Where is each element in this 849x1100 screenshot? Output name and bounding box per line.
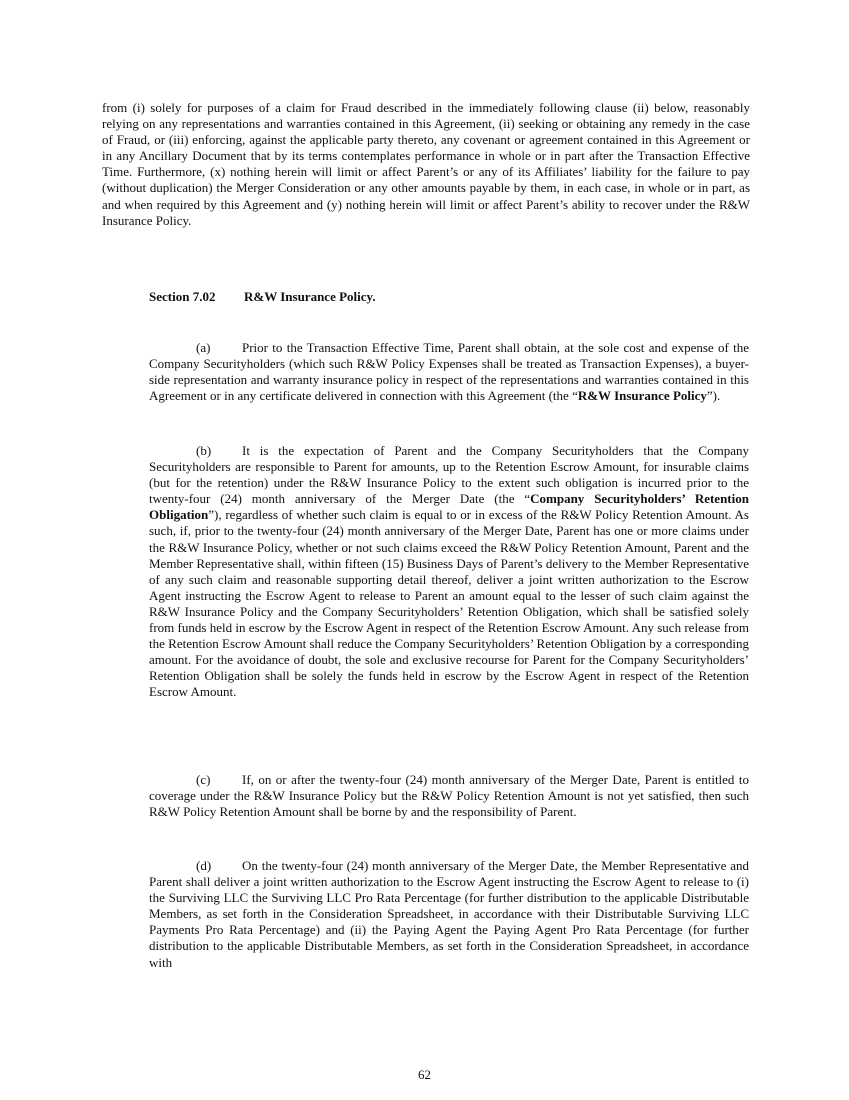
defined-term: Company Securityholders’ Retention Obligation [149,491,749,523]
page-number: 62 [418,1067,431,1082]
subsection-text: ”), regardless of whether such claim is equal to or in excess of the R&W Policy Retention Amount. As such, if, prior to the twenty-four (24) month anniversary of the Merger Date, Parent has one or more claims under the R&W Insurance Policy, whether or not such claims exceed the R&W Policy Retention Amount, Parent and the Member Representative shall, within fifteen (15) Business Days of Parent’s delivery to the Member Representative of any such claim and reasonable supporting detail thereof, deliver a joint written authorization to the Escrow Agent instructing the Escrow Agent to release to Parent an amount equal to the lesser of such claim against the R&W Insurance Policy and the Company Securityholders’ Retention Obligation, which shall be satisfied solely from funds held in escrow by the Escrow Agent in respect of the Retention Escrow Amount. Any such release from the Retention Escrow Amount shall reduce the Company Securityholders’ Retention Obligation by a corresponding amount. For the avoidance of doubt, the sole and exclusive recourse for Parent for the Company Securityholders’ Retention Obligation shall be solely the funds held in escrow by the Escrow Agent in respect of the Retention Escrow Amount. [149,507,749,700]
subsection-label: (c) [196,772,211,787]
subsection-text: It is the expectation of Parent and the Company Securityholders that the Company Securityholders are responsible to Parent for amounts, up to the Retention Escrow Amount, for insurable claims (but for the retention) under the R&W Insurance Policy to the extent such obligation is incurred prior to the twenty-four (24) month anniversary of the Merger Date (the “ [149,443,749,507]
subsection-b [149,443,749,701]
subsection-text: ”). [706,388,721,404]
subsection-label: (a) [196,340,211,355]
subsection-text: Prior to the Transaction Effective Time, Parent shall obtain, at the sole cost and expense of the Company Securityholders (which such R&W Policy Expenses shall be treated as Transaction Expenses), a buyer-side representation and warranty insurance policy in respect of the representations and warranties contained in this Agreement or in any certificate delivered in connection with this Agreement (the “ [149,340,749,404]
subsection-text: If, on or after the twenty-four (24) month anniversary of the Merger Date, Parent is entitled to coverage under the R&W Insurance Policy but the R&W Policy Retention Amount is not yet satisfied, then such R&W Policy Retention Amount shall be borne by and the responsibility of Parent. [149,772,749,820]
subsection-d [149,858,749,971]
subsection-label: (b) [196,443,212,458]
subsection-text: On the twenty-four (24) month anniversary of the Merger Date, the Member Representative and Parent shall deliver a joint written authorization to the Escrow Agent instructing the Escrow Agent to release to (i) the Surviving LLC the Surviving LLC Pro Rata Percentage (for further distribution to the applicable Distributable Members, as set forth in the Consideration Spreadsheet, in accordance with their Distributable Surviving LLC Payments Pro Rata Percentage) and (ii) the Paying Agent the Paying Agent Pro Rata Percentage (for further distribution to the applicable Distributable Members, as set forth in the Consideration Spreadsheet, in accordance with [149,858,749,970]
subsection-a [149,340,749,404]
subsection-label: (d) [196,858,212,873]
subsection-c [149,772,749,820]
section-number: Section 7.02 [149,289,216,304]
section-title: R&W Insurance Policy. [244,289,376,304]
section-heading [149,289,376,305]
defined-term: R&W Insurance Policy [577,388,707,404]
intro-paragraph: from (i) solely for purposes of a claim for Fraud described in the immediately following clause (ii) below, reasonably relying on any representations and warranties contained in this Agreement, (ii) seeking or obtaining any remedy in the case of Fraud, or (iii) enforcing, against the applicable party thereto, any covenant or agreement contained in this Agreement or in any Ancillary Document that by its terms contemplates performance in whole or in part after the Transaction Effective Time. Furthermore, (x) nothing herein will limit or affect Parent’s or any of its Affiliates’ liability for the failure to pay (without duplication) the Merger Consideration or any other amounts payable by them, in each case, in whole or in part, as and when required by this Agreement and (y) nothing herein will limit or affect Parent’s ability to recover under the R&W Insurance Policy. [102,100,750,228]
